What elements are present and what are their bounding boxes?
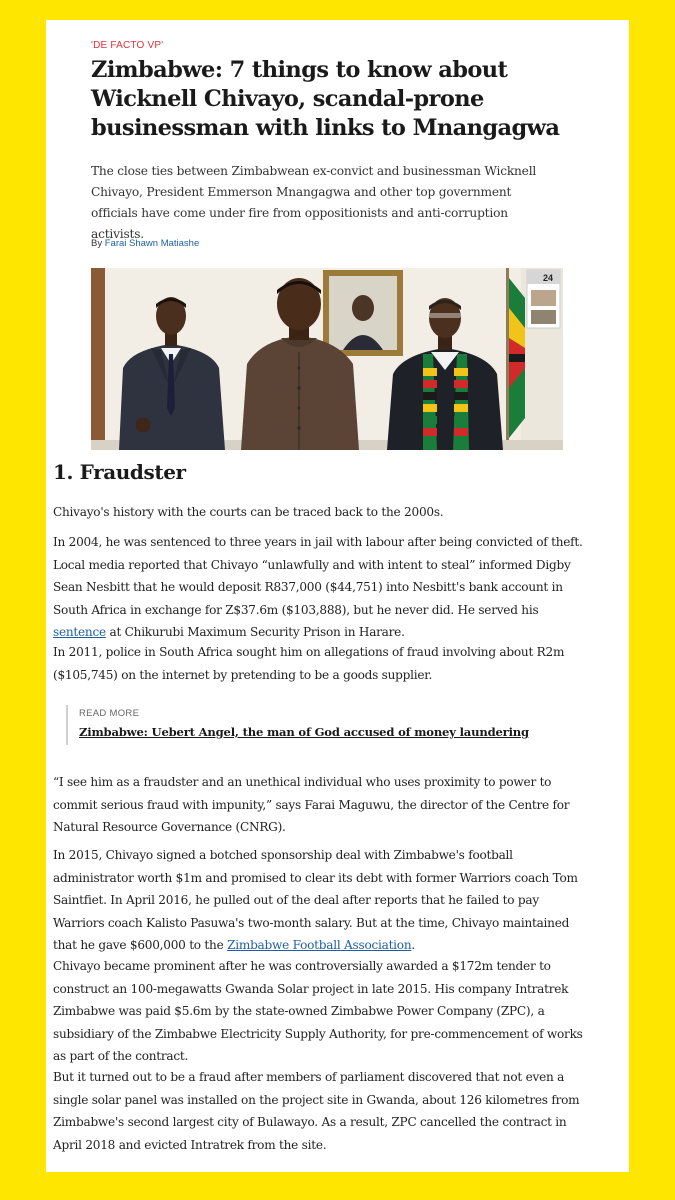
read-more-box — [66, 705, 579, 745]
door-frame — [91, 268, 105, 450]
wall-calendar — [527, 270, 560, 328]
paragraph-5-text-b: . — [411, 938, 415, 952]
calendar-date: 24 — [543, 273, 554, 283]
paragraph-2-text-b: at Chikurubi Maximum Security Prison in Harare. — [105, 625, 405, 639]
author-link[interactable]: Farai Shawn Matiashe — [104, 238, 200, 249]
paragraph-7: But it turned out to be a fraud after members of parliament discovered that not even a single solar panel was installed on the project site in Gwanda, about 126 kilometres from Zimbabwe's second largest city of Bulawayo. As a result, ZPC cancelled the contract in April 2018 and evicted Intratrek from the site. — [53, 1070, 580, 1152]
byline-prefix: By — [91, 238, 103, 249]
article-card — [46, 20, 629, 1172]
paragraph-4: “I see him as a fraudster and an unethical individual who uses proximity to power to commit serious fraud with impunity,” says Farai Maguwu, the director of the Centre for Natural Resource Governance (CNRG). — [53, 775, 570, 834]
zifa-link[interactable]: Zimbabwe Football Association — [227, 938, 412, 952]
paragraph-3: In 2011, police in South Africa sought him on allegations of fraud involving about R2m ($105,745) on the internet by pretending to be a goods supplier. — [53, 645, 565, 682]
article-kicker[interactable]: 'DE FACTO VP' — [91, 40, 164, 51]
wall-portrait — [323, 270, 403, 356]
paragraph-5 — [53, 844, 593, 957]
read-more-label: READ MORE — [79, 708, 140, 719]
paragraph-5-text-a: In 2015, Chivayo signed a botched sponsorship deal with Zimbabwe's football administrator worth $1m and promised to clear its debt with former Warriors coach Tom Saintfiet. In April 2016, he pulled out of the deal after reports that he failed to pay Warriors coach Kalisto Pasuwa's two-month salary. But at the time, Chivayo maintained that he gave $600,000 to the — [53, 848, 578, 952]
paragraph-1: Chivayo's history with the courts can be traced back to the 2000s. — [53, 505, 444, 519]
paragraph-6: Chivayo became prominent after he was controversially awarded a $172m tender to construct an 100-megawatts Gwanda Solar project in late 2015. His company Intratrek Zimbabwe was paid $5.6m by the state-owned Zimbabwe Power Company (ZPC), a subsidiary of the Zimbabwe Electricity Supply Authority, for pre-commencement of works as part of the contract. — [53, 959, 583, 1063]
article-headline: Zimbabwe: 7 things to know about Wicknell Chivayo, scandal-prone businessman with links to Mnangagwa — [91, 57, 560, 141]
paragraph-2-text-a: In 2004, he was sentenced to three years in jail with labour after being convicted of theft. Local media reported that Chivayo “unlawfully and with intent to steal” informed Digby Sean Nesbitt that he would deposit R837,000 ($44,751) into Nesbitt's bank account in South Africa in exchange for Z$37.6m ($103,888), but he never did. He served his — [53, 535, 583, 617]
byline — [91, 238, 199, 249]
section-heading: 1. Fraudster — [53, 460, 186, 484]
paragraph-2 — [53, 531, 593, 644]
read-more-link[interactable]: Zimbabwe: Uebert Angel, the man of God accused of money laundering — [79, 725, 529, 739]
sentence-link[interactable]: sentence — [53, 625, 106, 639]
article-photo — [91, 268, 563, 450]
article-standfirst: The close ties between Zimbabwean ex-convict and businessman Wicknell Chivayo, President Emmerson Mnangagwa and other top government officials have come under fire from oppositionists and anti-corruption activists. — [91, 164, 537, 241]
